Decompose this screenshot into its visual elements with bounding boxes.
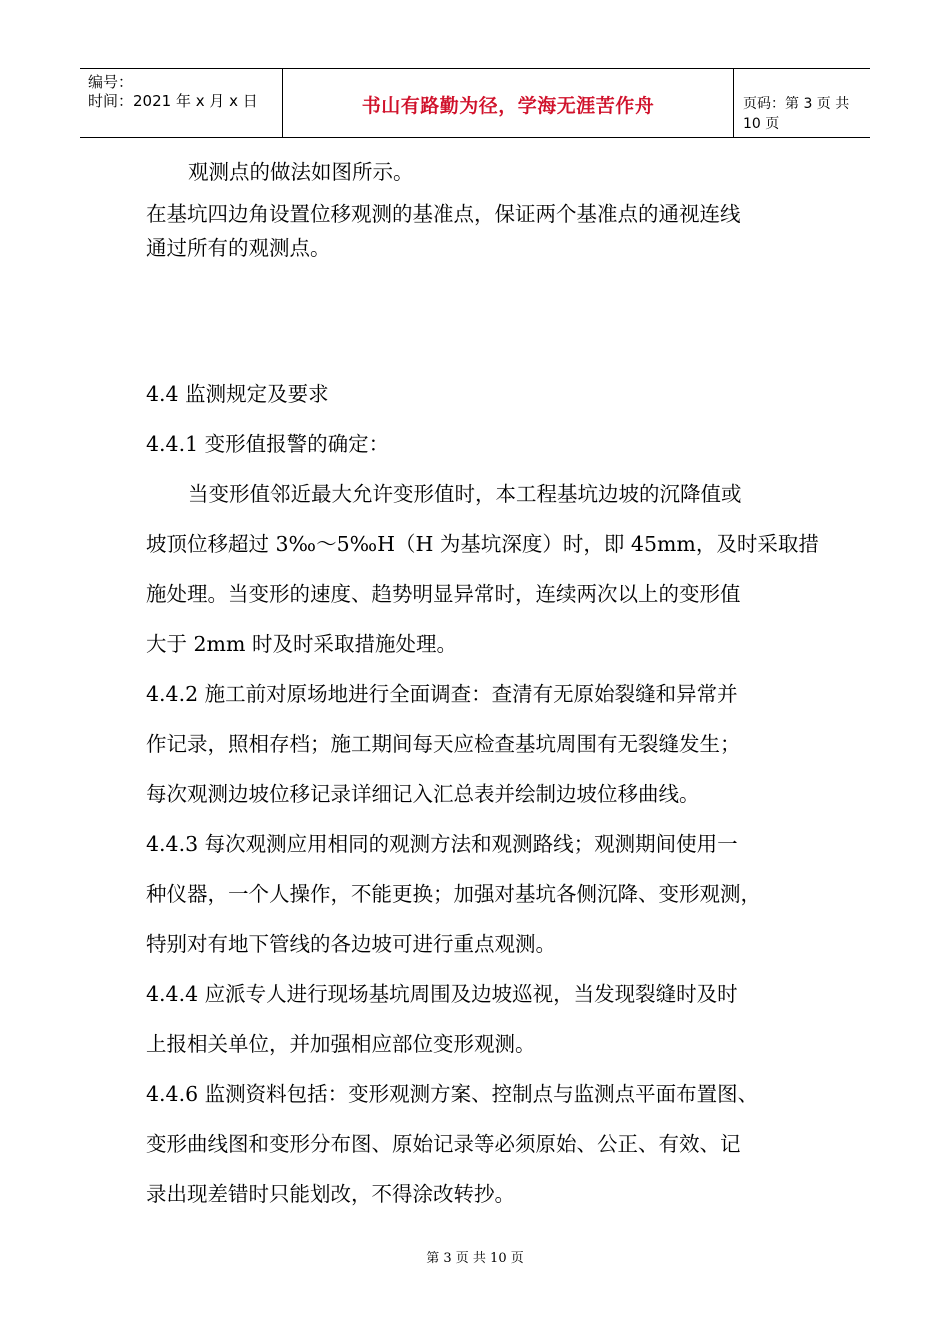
paragraph-line: 上报相关单位，并加强相应部位变形观测。 [146,1032,536,1056]
subsection-heading: 4.4.1 变形值报警的确定： [146,432,390,456]
paragraph-line: 每次观测边坡位移记录详细记入汇总表并绘制边坡位移曲线。 [146,782,700,806]
paragraph-line: 4.4.3 每次观测应用相同的观测方法和观测路线；观测期间使用一 [146,832,738,856]
time-label: 时间：2021 年 x 月 x 日 [88,92,258,110]
header-motto-cell [282,69,734,137]
paragraph-line: 4.4.4 应派专人进行现场基坑周围及边坡巡视，当发现裂缝时及时 [146,982,738,1006]
page-footer: 第 3 页 共 10 页 [426,1251,524,1266]
section-heading: 4.4 监测规定及要求 [146,382,329,406]
paragraph-line: 当变形值邻近最大允许变形值时，本工程基坑边坡的沉降值或 [188,482,742,506]
header-page-cell [733,69,870,137]
paragraph-line: 观测点的做法如图所示。 [188,160,414,184]
number-label: 编号： [88,73,134,91]
paragraph-line: 变形曲线图和变形分布图、原始记录等必须原始、公正、有效、记 [146,1132,741,1156]
paragraph-line: 种仪器，一个人操作，不能更换；加强对基坑各侧沉降、变形观测， [146,882,761,906]
paragraph-line: 施处理。当变形的速度、趋势明显异常时，连续两次以上的变形值 [146,582,741,606]
paragraph-line: 作记录，照相存档；施工期间每天应检查基坑周围有无裂缝发生； [146,732,741,756]
paragraph-line: 4.4.6 监测资料包括：变形观测方案、控制点与监测点平面布置图、 [146,1082,759,1106]
paragraph-line: 通过所有的观测点。 [146,236,331,260]
paragraph-line: 在基坑四边角设置位移观测的基准点，保证两个基准点的通视连线 [146,202,741,226]
paragraph-line: 大于 2mm 时及时采取措施处理。 [146,632,457,656]
header-meta-cell [80,69,282,137]
paragraph-line: 特别对有地下管线的各边坡可进行重点观测。 [146,932,556,956]
header-page-label: 页码：第 3 页 共 10 页 [743,96,850,132]
paragraph-line: 录出现差错时只能划改，不得涂改转抄。 [146,1182,515,1206]
document-header [80,68,870,138]
paragraph-line: 坡顶位移超过 3‰～5‰H（H 为基坑深度）时，即 45mm，及时采取措 [146,532,819,556]
header-motto: 书山有路勤为径，学海无涯苦作舟 [361,95,655,117]
paragraph-line: 4.4.2 施工前对原场地进行全面调查：查清有无原始裂缝和异常并 [146,682,738,706]
